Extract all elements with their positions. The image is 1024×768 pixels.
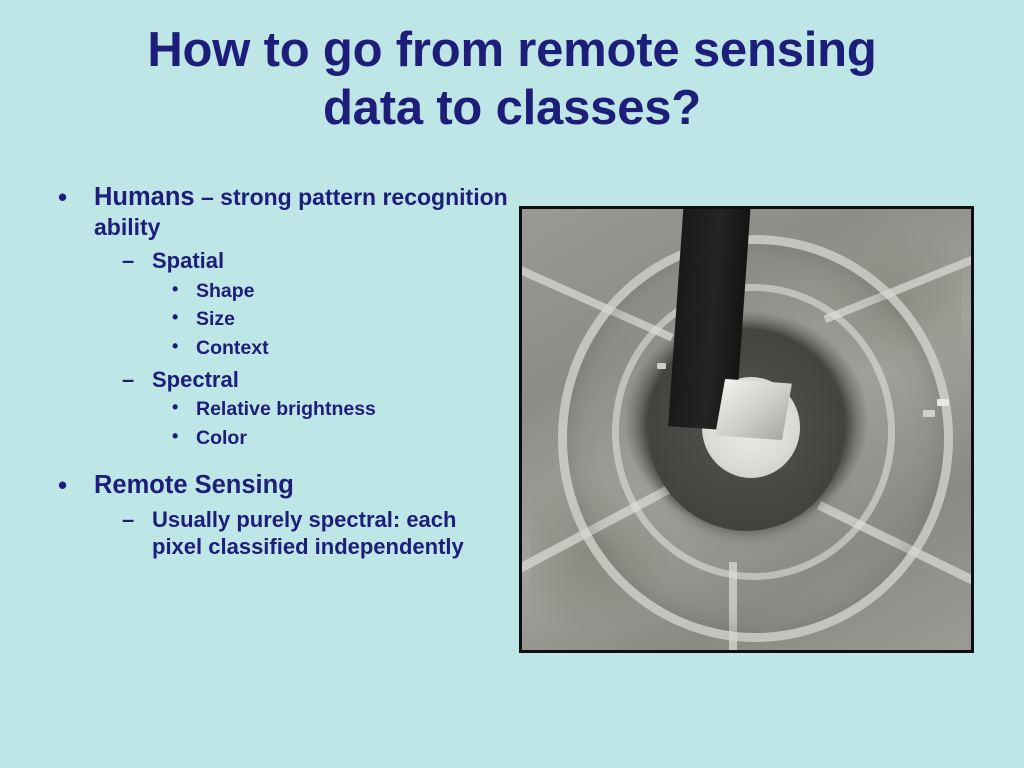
page-title-line-1: How to go from remote sensing — [147, 23, 877, 77]
photo-terrain — [522, 209, 971, 650]
photo-vehicle — [657, 363, 666, 369]
bullet-spectral — [48, 367, 508, 393]
bullet-color-label: Color — [196, 427, 247, 450]
bullet-glyph: • — [172, 307, 179, 328]
bullet-relative-brightness — [48, 398, 508, 422]
photo-vehicle — [937, 399, 949, 406]
dash-glyph: – — [122, 366, 135, 392]
bullet-glyph: • — [172, 278, 179, 299]
bullet-color — [48, 427, 508, 451]
bullet-humans — [48, 183, 508, 242]
bullet-size — [48, 308, 508, 332]
bullet-spatial — [48, 248, 508, 274]
bullet-humans-bold: Humans — [94, 183, 195, 211]
bullet-relative-brightness-label: Relative brightness — [196, 398, 376, 421]
bullet-context-label: Context — [196, 337, 269, 360]
bullet-spatial-label: Spatial — [152, 248, 225, 274]
bullet-glyph: • — [172, 397, 179, 418]
page-title-line-2: data to classes? — [322, 80, 702, 135]
page-title — [60, 22, 964, 138]
bullet-usually-purely-spectral — [48, 507, 508, 560]
bullet-usually-purely-spectral-label: Usually purely spectral: each pixel classified independently — [152, 507, 464, 559]
bullet-humans-rest: – strong pattern recognition ability — [94, 184, 508, 240]
bullet-size-label: Size — [196, 308, 236, 331]
photo-monument-top — [715, 379, 792, 440]
bullet-remote-sensing — [48, 471, 508, 501]
bullet-shape-label: Shape — [196, 279, 255, 302]
aerial-photo-washington-monument — [519, 206, 974, 653]
bullet-spectral-label: Spectral — [152, 366, 239, 392]
bullet-glyph: • — [58, 469, 68, 500]
bullet-glyph: • — [58, 182, 68, 212]
bullet-shape — [48, 280, 508, 304]
bullet-context — [48, 337, 508, 361]
bullet-glyph: • — [172, 426, 179, 447]
slide-body — [48, 183, 508, 560]
bullet-glyph: • — [172, 336, 179, 357]
photo-vehicle — [923, 410, 935, 417]
bullet-remote-sensing-bold: Remote Sensing — [94, 470, 294, 499]
dash-glyph: – — [122, 507, 135, 533]
dash-glyph: – — [122, 248, 135, 274]
